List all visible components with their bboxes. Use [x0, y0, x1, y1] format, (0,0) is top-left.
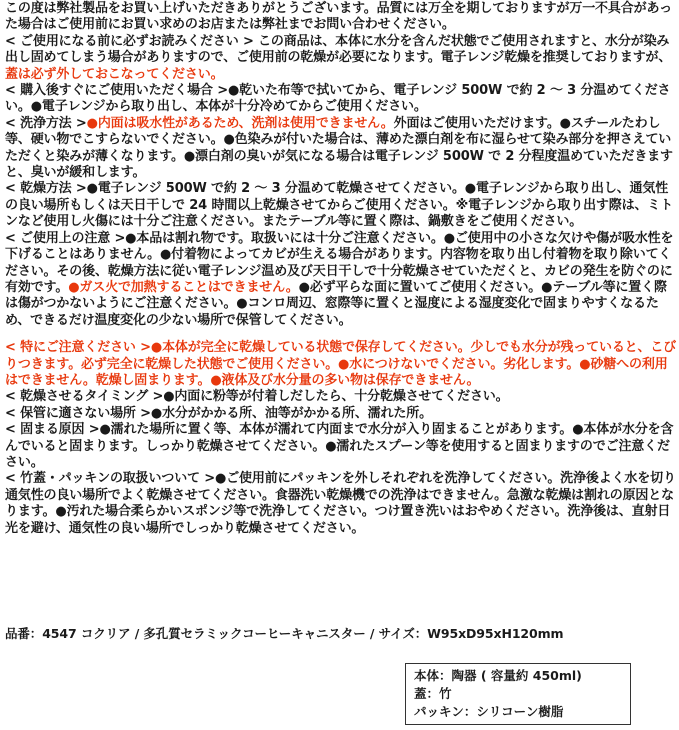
- paragraph-block: [5, 34, 677, 83]
- paragraph-block: [5, 389, 677, 405]
- paragraph-block: [5, 181, 677, 230]
- body-text: < 洗浄方法 >: [5, 115, 87, 131]
- warning-text: ●内面は吸水性があるため、洗剤は使用できません。: [86, 115, 394, 131]
- paragraph-block: [5, 83, 677, 116]
- body-text: < 乾燥させるタイミング >●内面に粉等が付着しだしたら、十分乾燥させてください。: [5, 389, 509, 405]
- material-body: 本体：陶器 ( 容量約 450ml): [414, 668, 582, 683]
- paragraph-block: [5, 406, 677, 422]
- paragraph-block: [5, 116, 677, 182]
- body-text: 外面はご使用いただけます。●スチールたわし等、硬い物でこすらないでください。●色染みが付いた場合は、薄めた漂白剤を布に湿らせて染み部分を押さえていただくと染みが薄くなります。●漂白剤の臭いが気になる場合は電子レンジ 500W で 2 分程度温めていただきますと、臭いが緩和します。: [5, 115, 673, 181]
- body-text: この度は弊社製品をお買い上げいただきありがとうございます。品質には万全を期しておりますが万一不具合があった場合はご使用前にお買い求めのお店または弊社までお問い合わせください。: [5, 1, 673, 33]
- paragraph-block: [5, 471, 677, 537]
- paragraph-block: [5, 422, 677, 471]
- paragraph-block: [5, 1, 677, 34]
- materials-box: [405, 663, 631, 725]
- body-text: < 固まる原因 >●濡れた場所に置く等、本体が濡れて内面まで水分が入り固まることがあります。●本体が水分を含んでいると固まります。しっかり乾燥させてください。●濡れたスプーン等を使用すると固まりますのでご注意ください。: [5, 422, 674, 470]
- warning-text: 蓋は必ず外しておこなってください。: [5, 66, 224, 82]
- material-lid: 蓋：竹: [414, 686, 452, 701]
- care-instructions: [5, 1, 677, 537]
- paragraph-block: [5, 231, 677, 329]
- body-text: < 購入後すぐにご使用いただく場合 >●乾いた布等で拭いてから、電子レンジ 500W で約 2 ～ 3 分温めてください。●電子レンジから取り出し、本体が十分冷めてからご使用ください。: [5, 83, 671, 115]
- warning-text: < 特にご注意ください >●本体が完全に乾燥している状態で保存してください。少しでも水分が残っていると、こびりつきます。必ず完全に乾燥した状態でご使用ください。●水につけないでください。劣化します。●砂糖への利用はできません。乾燥し固まります。●液体及び水分量の多い物は保存できません。: [5, 340, 677, 388]
- body-text: < 乾燥方法 >●電子レンジ 500W で約 2 ～ 3 分温めて乾燥させてください。●電子レンジから取り出し、通気性の良い場所もしくは天日干しで 24 時間以上乾燥させてからご使用ください。※電子レンジから取り出す際は、ミトンなど使用し火傷には十分ご注意ください。またテーブル等に置く際は、鍋敷きをご使用ください。: [5, 181, 674, 230]
- section-gap: [5, 329, 677, 340]
- body-text: ●必ず平らな面に置いてご使用ください。●テーブル等に置く際は傷がつかないようにご注意ください。●コンロ周辺、窓際等に置くと湿度による湿度変化で固まりやすくなるため、できるだけ温度変化の少ない場所で保管してください。: [5, 279, 667, 328]
- body-text: < 竹蓋・パッキンの取扱いついて >●ご使用前にパッキンを外しそれぞれを洗浄してください。洗浄後よく水を切り通気性の良い場所でよく乾燥させてください。食器洗い乾燥機での洗浄はできません。急激な乾燥は割れの原因となります。●汚れた場合柔らかいスポンジ等で洗浄してください。つけ置き洗いはおやめください。洗浄後は、直射日光を避け、通気性の良い場所でしっかり乾燥させてください。: [5, 471, 676, 536]
- product-spec-line: 品番：4547 コクリア / 多孔質セラミックコーヒーキャニスター / サイズ：W95xD95xH120mm: [5, 626, 564, 641]
- warning-text: ●ガス火で加熱することはできません。: [68, 279, 299, 295]
- body-text: < ご使用になる前に必ずお読みください > この商品は、本体に水分を含んだ状態でご使用されますと、水分が染み出し固めてしまう場合がありますので、ご使用前の乾燥が必要になります。電子レンジ乾燥を推奨しておりますが、: [5, 33, 672, 66]
- body-text: < 保管に適さない場所 >●水分がかかる所、油等がかかる所、濡れた所。: [5, 405, 432, 421]
- material-gasket: パッキン：シリコーン樹脂: [414, 704, 564, 719]
- paragraph-block: [5, 340, 677, 389]
- body-text: < ご使用上の注意 >●本品は割れ物です。取扱いには十分ご注意ください。●ご使用中の小さな欠けや傷が吸水性を下げることはありません。●付着物によってカビが生える場合があります。内容物を取り出し付着物を取り除いてください。その後、乾燥方法に従い電子レンジ温め及び天日干しで十分乾燥させていただくと、カビの発生を防ぐのに有効です。: [5, 230, 674, 295]
